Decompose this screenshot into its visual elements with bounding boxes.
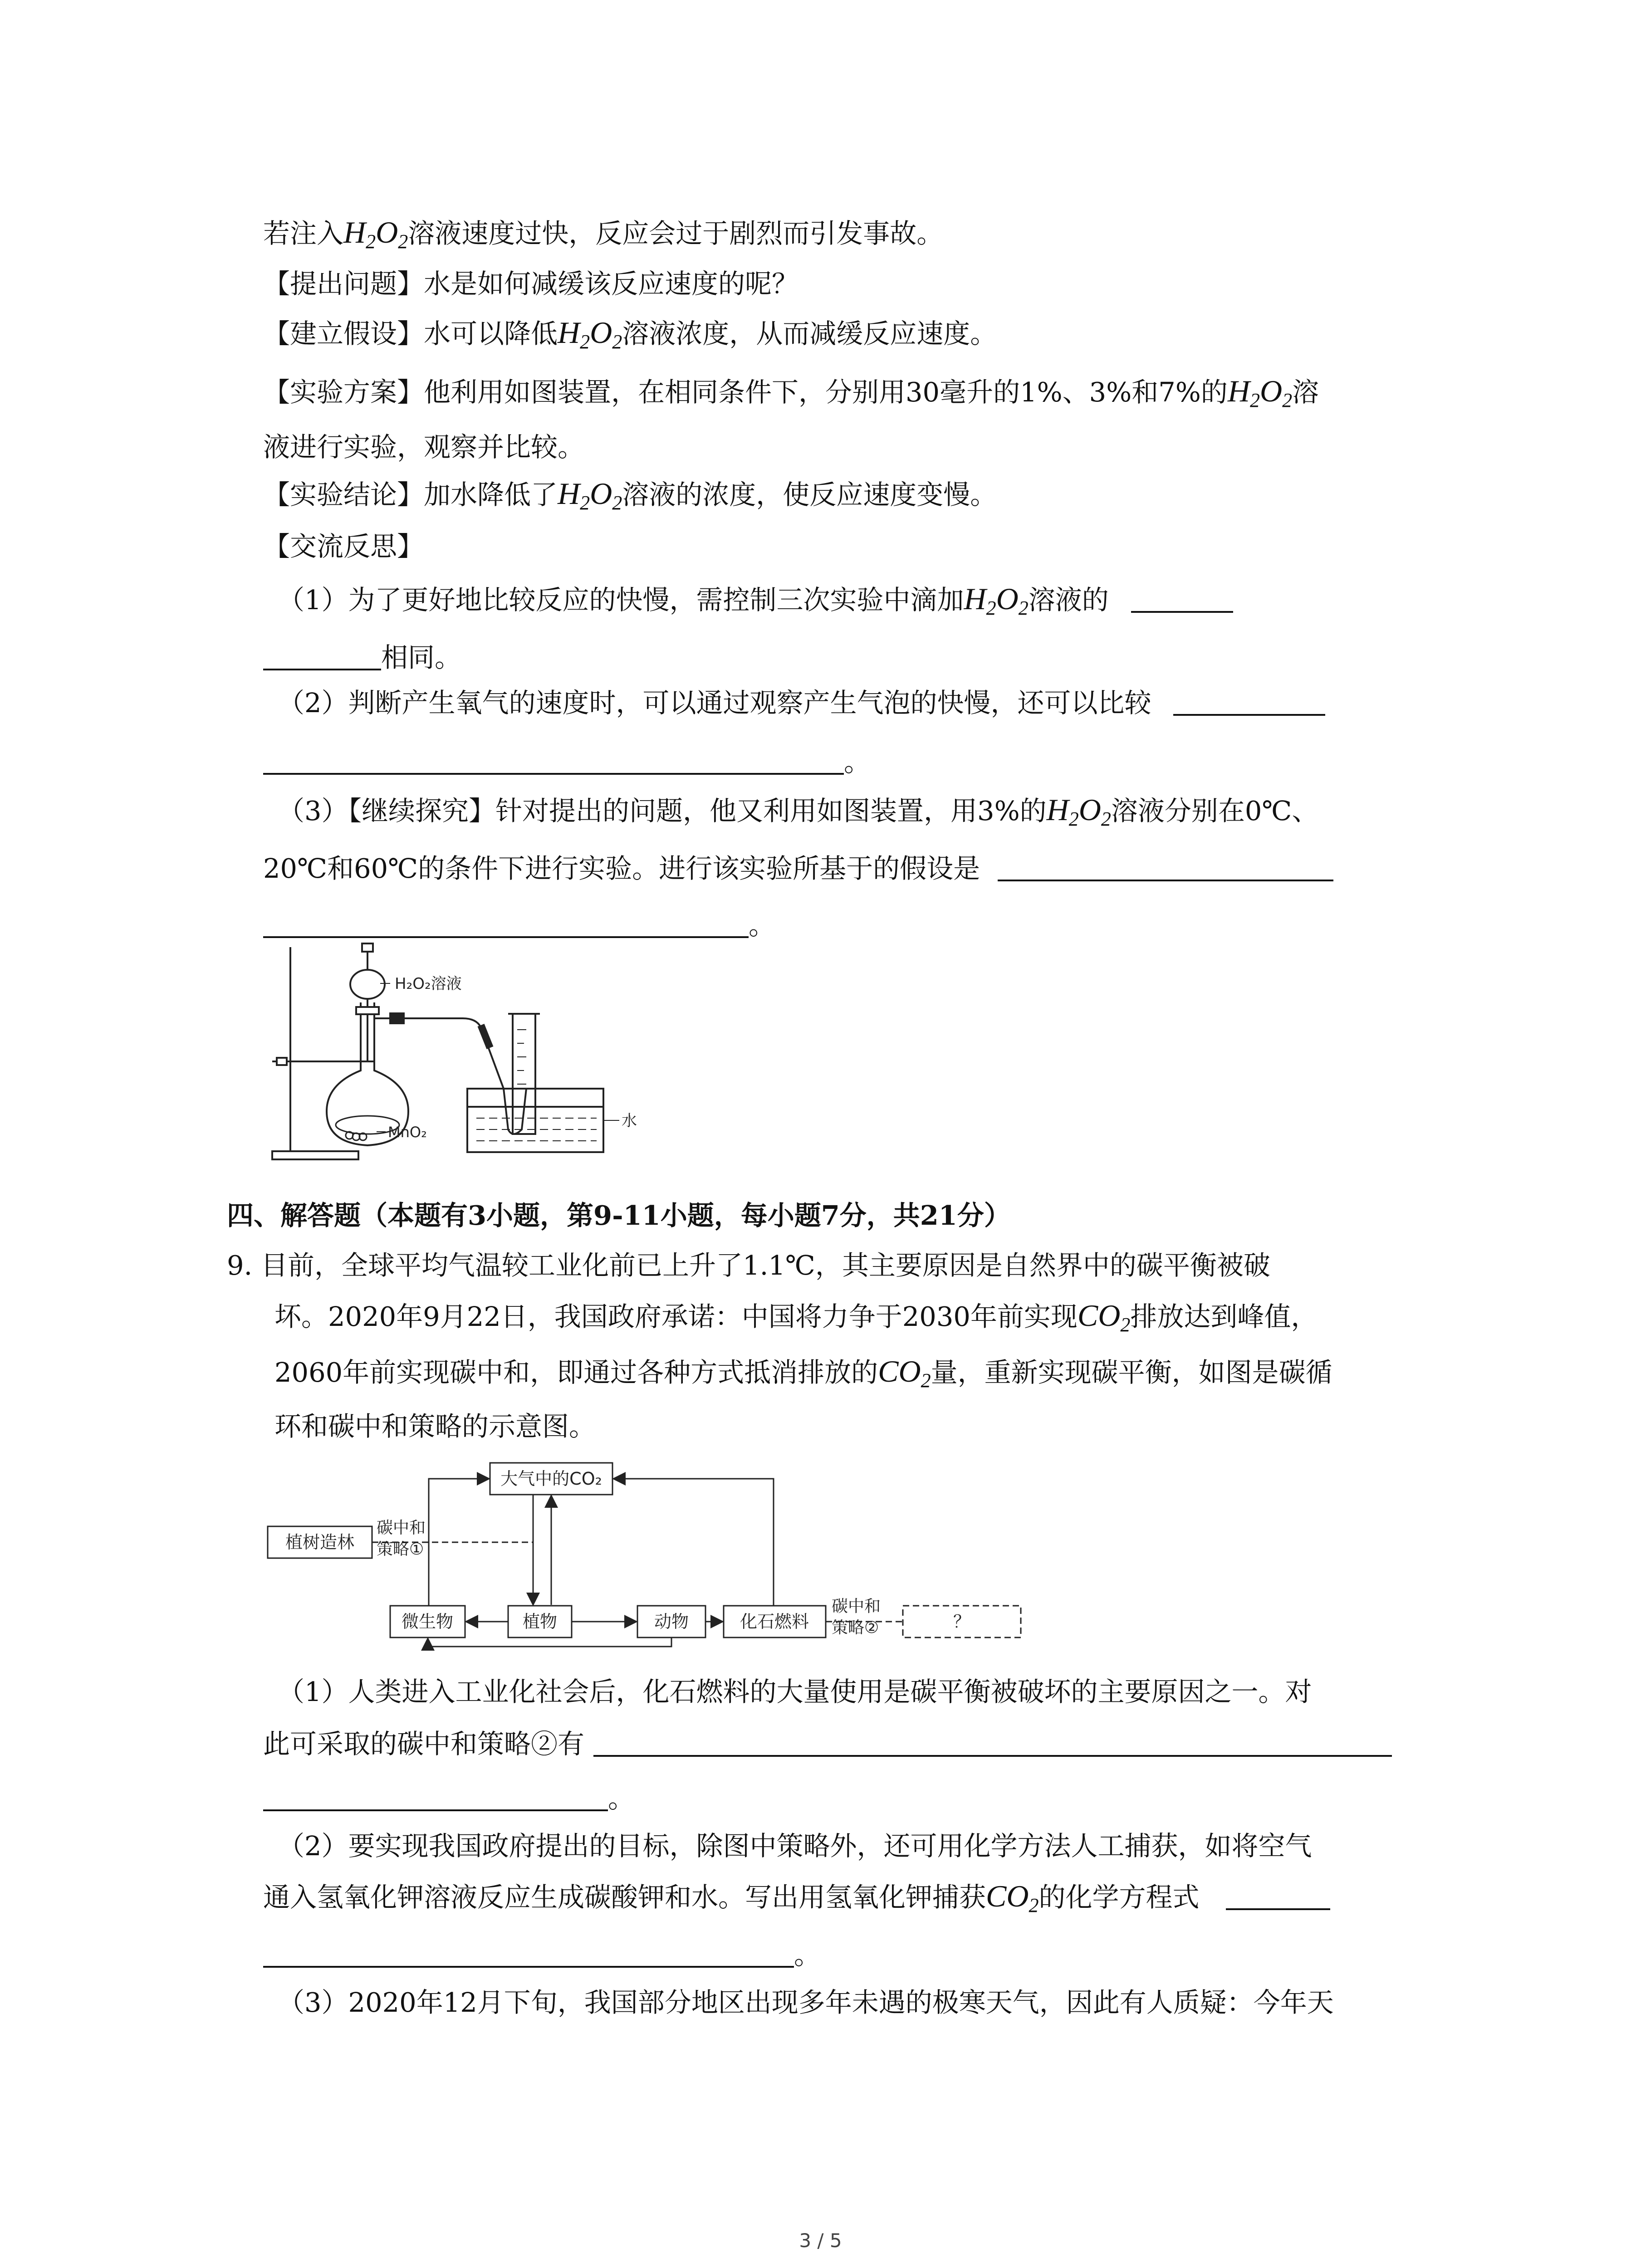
q9-subquestion-2-cont: 通入氢氧化钾溶液反应生成碳酸钾和水。写出用氢氧化钾捕获$CO_2$的化学方程式 <box>263 1878 1330 1916</box>
text-line: 若注入$H_2O_2$溶液速度过快，反应会过于剧烈而引发事故。 <box>263 215 944 253</box>
answer-line: 。 <box>263 1780 635 1817</box>
label-strategy-2: 策略② <box>832 1618 879 1637</box>
experiment-apparatus-figure <box>263 939 635 1166</box>
answer-line: 。 <box>263 907 775 943</box>
answer-blank[interactable] <box>1226 1881 1330 1910</box>
node-atmosphere-co2: 大气中的CO₂ <box>500 1469 602 1489</box>
node-fossil-fuels: 化石燃料 <box>740 1612 809 1632</box>
answer-blank[interactable] <box>1131 584 1233 613</box>
label-h2o2-solution: H₂O₂溶液 <box>395 975 462 993</box>
formula-h2o2: $H_2O_2$ <box>343 215 408 253</box>
answer-blank[interactable] <box>1173 687 1325 716</box>
formula-h2o2: $H_2O_2$ <box>964 582 1029 619</box>
q9-paragraph: 9. 目前，全球平均气温较工业化前已上升了1.1℃，其主要原因是自然界中的碳平衡被破 <box>227 1250 1270 1281</box>
formula-co2: $CO_2$ <box>878 1354 931 1392</box>
label-mno2: MnO₂ <box>388 1124 427 1141</box>
carbon-cycle-diagram <box>261 1458 1041 1649</box>
answer-line: 。 <box>263 744 871 780</box>
question-1: （1）为了更好地比较反应的快慢，需控制三次实验中滴加$H_2O_2$溶液的 <box>278 581 1233 618</box>
q9-subquestion-2: （2）要实现我国政府提出的目标，除图中策略外，还可用化学方法人工捕获，如将空气 <box>278 1830 1312 1862</box>
page-number: 3 / 5 <box>799 2229 842 2252</box>
node-plants: 植物 <box>522 1612 558 1632</box>
answer-blank[interactable] <box>263 746 844 775</box>
answer-blank[interactable] <box>263 909 749 938</box>
text-line-reflection: 【交流反思】 <box>263 531 424 562</box>
q9-subquestion-3: （3）2020年12月下旬，我国部分地区出现多年未遇的极寒天气，因此有人质疑：今年天 <box>278 1987 1334 2018</box>
answer-blank[interactable] <box>263 641 381 670</box>
text-line-conclusion: 【实验结论】加水降低了$H_2O_2$溶液的浓度，使反应速度变慢。 <box>263 476 997 514</box>
answer-blank[interactable] <box>998 852 1333 881</box>
label-strategy-1: 碳中和 <box>377 1519 426 1537</box>
question-2: （2）判断产生氧气的速度时，可以通过观察产生气泡的快慢，还可以比较 <box>278 685 1325 721</box>
answer-blank[interactable] <box>263 1782 608 1811</box>
formula-h2o2: $H_2O_2$ <box>1046 792 1111 830</box>
formula-h2o2: $H_2O_2$ <box>558 476 622 514</box>
formula-co2: $CO_2$ <box>1077 1298 1131 1336</box>
label-strategy-1: 策略① <box>377 1540 424 1559</box>
formula-h2o2: $H_2O_2$ <box>558 315 622 353</box>
question-3-cont: 20℃和60℃的条件下进行实验。进行该实验所基于的假设是 <box>263 850 1333 887</box>
node-afforestation: 植树造林 <box>285 1532 355 1552</box>
answer-line: 。 <box>263 1937 821 1973</box>
node-unknown: ？ <box>953 1612 971 1632</box>
section-title: 四、解答题（本题有3小题，第9-11小题，每小题7分，共21分） <box>227 1200 1011 1231</box>
text-line: 液进行实验，观察并比较。 <box>263 431 585 463</box>
q9-paragraph: 坏。2020年9月22日，我国政府承诺：中国将力争于2030年前实现$CO_2$排放达到峰值， <box>274 1298 1318 1336</box>
q9-paragraph: 环和碳中和策略的示意图。 <box>274 1411 596 1442</box>
q9-paragraph: 2060年前实现碳中和，即通过各种方式抵消排放的$CO_2$量，重新实现碳平衡，如图是碳循 <box>274 1354 1332 1392</box>
label-strategy-2: 碳中和 <box>832 1597 881 1616</box>
node-microbes: 微生物 <box>401 1612 454 1632</box>
answer-line: 相同。 <box>263 640 461 676</box>
q9-subquestion-1: （1）人类进入工业化社会后，化石燃料的大量使用是碳平衡被破坏的主要原因之一。对 <box>278 1676 1312 1707</box>
text-line-question: 【提出问题】水是如何减缓该反应速度的呢？ <box>263 268 799 299</box>
formula-co2: $CO_2$ <box>986 1879 1039 1916</box>
formula-h2o2: $H_2O_2$ <box>1227 374 1293 411</box>
q9-subquestion-1-cont: 此可采取的碳中和策略②有 <box>263 1726 1392 1762</box>
label-water: 水 <box>622 1112 637 1130</box>
text-line-hypothesis: 【建立假设】水可以降低$H_2O_2$溶液浓度，从而减缓反应速度。 <box>263 315 997 353</box>
text-line-plan: 【实验方案】他利用如图装置，在相同条件下，分别用30毫升的1%、3%和7%的$H_2O_2$溶 <box>263 374 1319 411</box>
question-3: （3）【继续探究】针对提出的问题，他又利用如图装置，用3%的$H_2O_2$溶液分别在0℃、 <box>278 792 1319 830</box>
answer-blank[interactable] <box>263 1939 794 1968</box>
answer-blank[interactable] <box>593 1728 1392 1757</box>
node-animals: 动物 <box>654 1612 689 1632</box>
